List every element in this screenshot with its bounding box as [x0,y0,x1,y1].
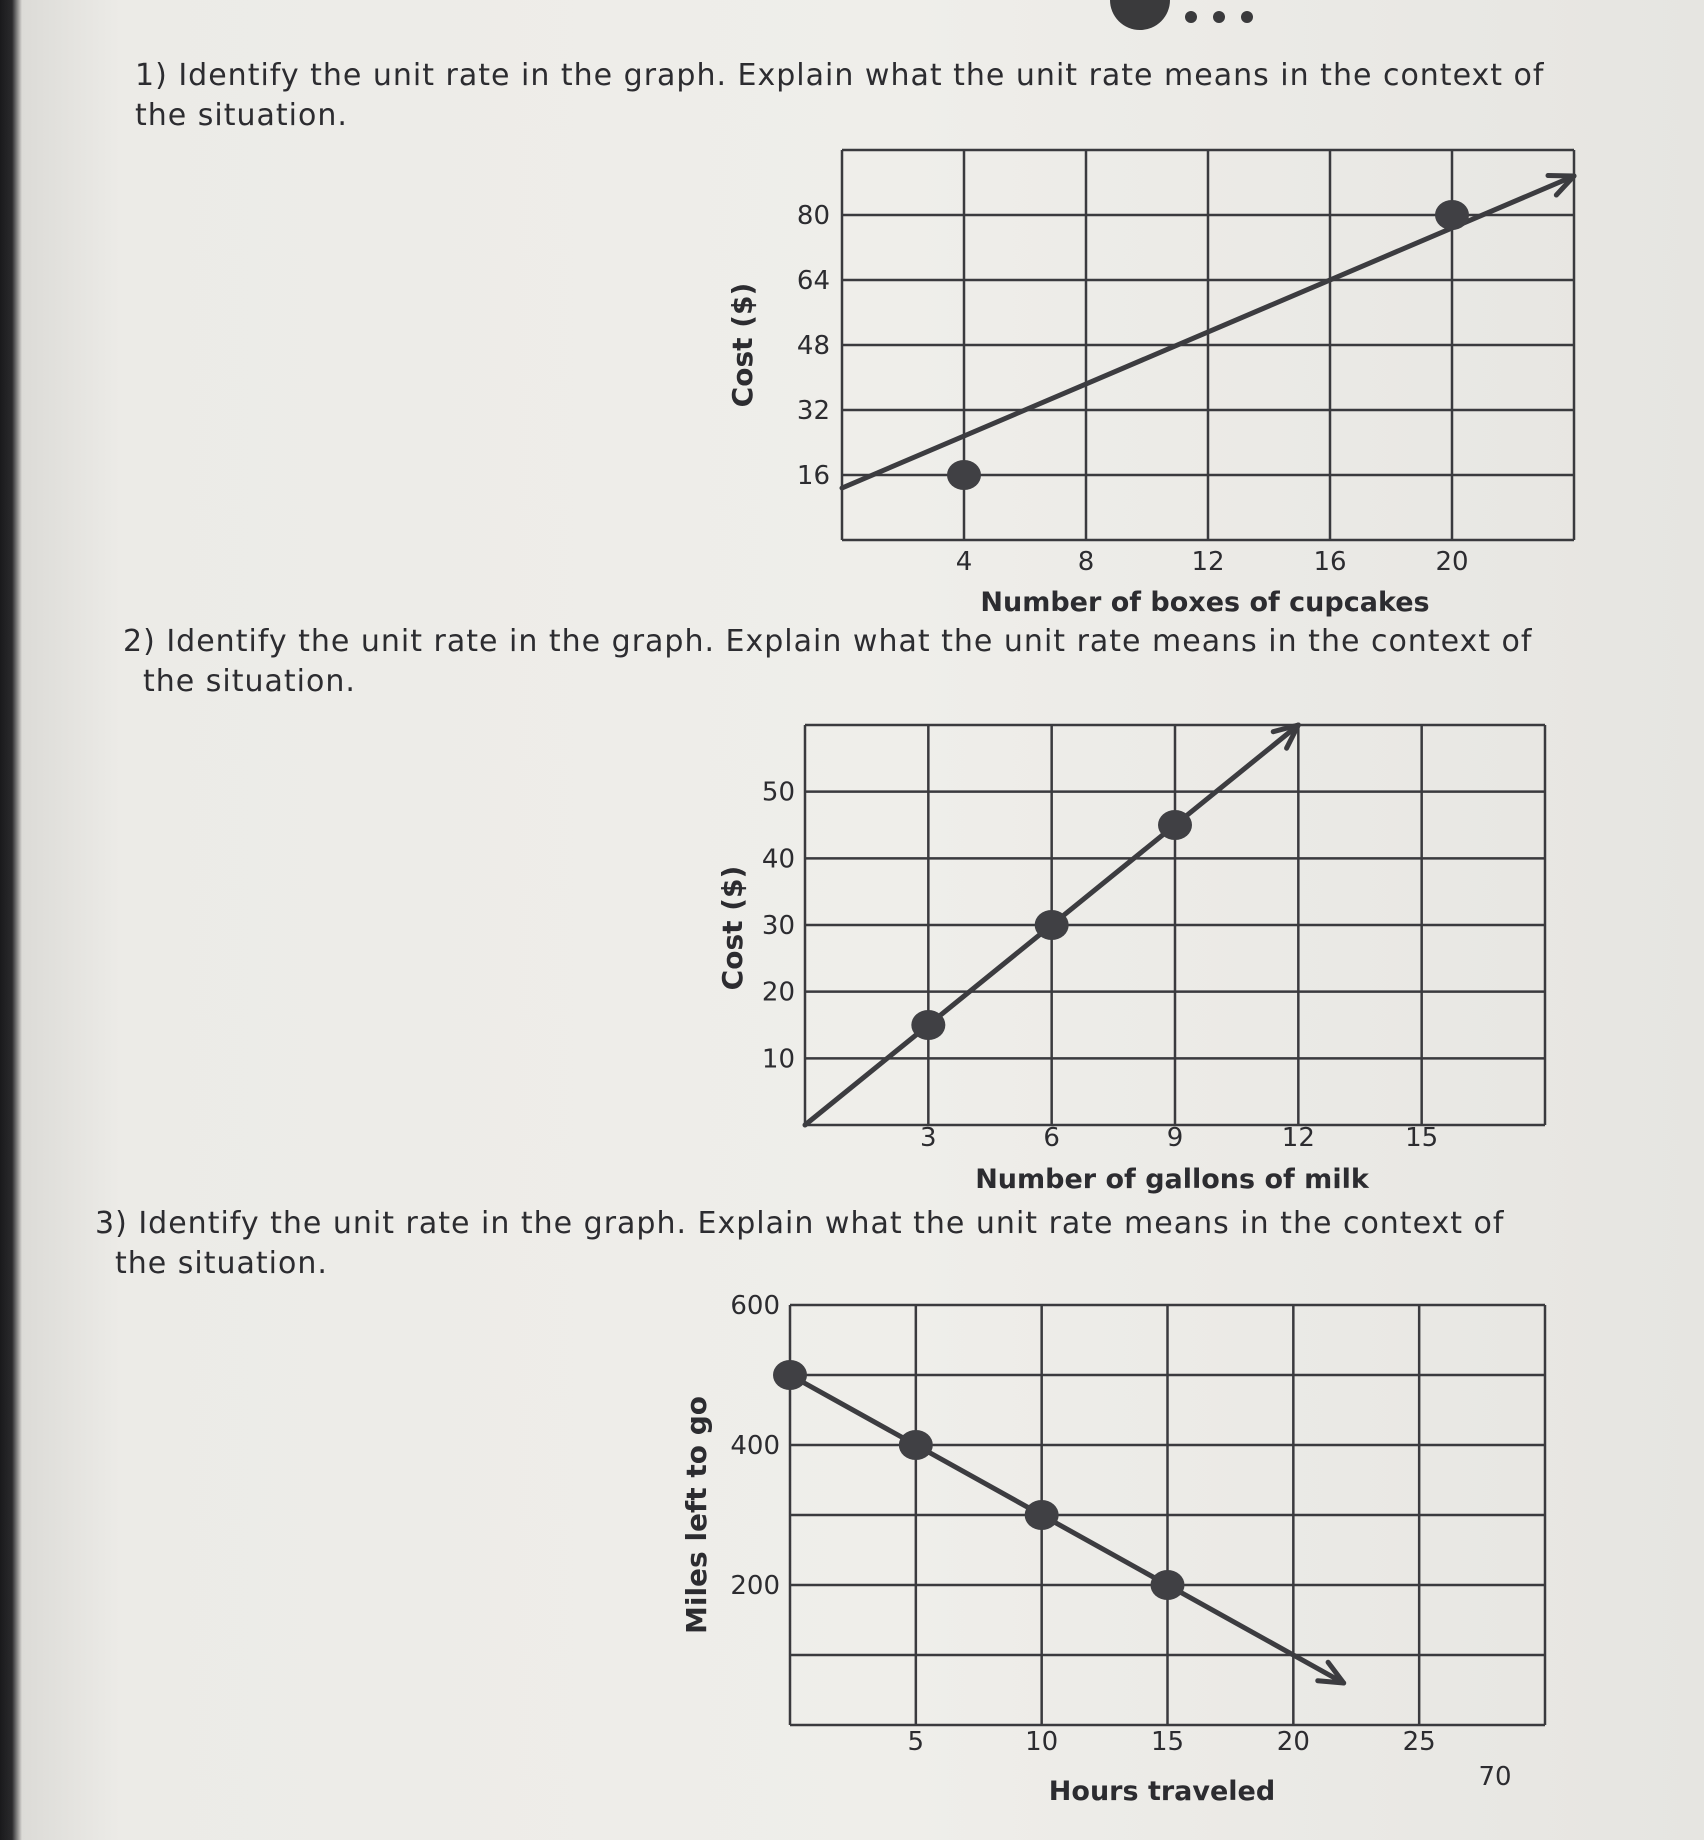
y-tick-label: 80 [796,201,830,231]
question-1-line-2: the situation. [135,98,348,133]
x-tick-label: 15 [1150,1727,1185,1757]
y-tick-label: 64 [796,266,830,296]
x-tick-label: 20 [1435,547,1469,577]
x-tick-label: 20 [1276,1727,1310,1757]
question-2-line-1: 2) Identify the unit rate in the graph. Explain what the unit rate means in the context of [123,624,1533,659]
question-2-line-2: the situation. [143,664,356,699]
data-point [1151,1570,1185,1600]
y-tick-label: 30 [761,911,795,941]
x-tick-label: 16 [1313,547,1347,577]
x-tick-label: 15 [1405,1123,1439,1153]
data-point [773,1360,807,1390]
y-tick-label: 400 [730,1431,780,1461]
y-tick-label: 200 [730,1571,780,1601]
y-tick-label: 20 [761,977,795,1008]
x-tick-label: 8 [1077,547,1095,577]
question-3-line-1: 3) Identify the unit rate in the graph. Explain what the unit rate means in the context of [95,1206,1505,1241]
x-tick-label: 3 [920,1123,937,1153]
y-tick-label: 32 [796,396,830,426]
x-tick-label: 25 [1402,1727,1436,1757]
y-tick-label: 40 [761,844,795,875]
margin-note-label: 70 [1478,1762,1512,1792]
x-axis-label: Number of gallons of milk [975,1164,1369,1195]
y-tick-label: 10 [761,1044,795,1075]
x-tick-label: 10 [1025,1727,1059,1757]
x-tick-label: 12 [1281,1123,1315,1153]
x-tick-label: 5 [907,1727,925,1757]
data-point [1025,1500,1059,1530]
y-tick-label: 600 [730,1291,780,1321]
x-axis-label: Number of boxes of cupcakes [980,587,1430,618]
x-tick-label: 9 [1166,1123,1184,1153]
y-axis-label: Cost ($) [716,865,749,991]
data-line [790,1375,1344,1683]
question-1-line-1: 1) Identify the unit rate in the graph. Explain what the unit rate means in the context of [135,58,1545,93]
y-tick-label: 48 [796,331,830,361]
x-tick-label: 12 [1191,547,1225,577]
y-axis-label: Miles left to go [680,1395,713,1635]
data-point [899,1430,933,1460]
y-axis-label: Cost ($) [726,282,759,408]
y-tick-label: 16 [796,461,830,491]
x-axis-label: Hours traveled [1048,1776,1276,1807]
x-tick-label: 6 [1043,1123,1060,1153]
x-tick-label: 4 [955,547,973,577]
y-tick-label: 50 [761,777,795,808]
question-3-line-2: the situation. [115,1246,328,1281]
